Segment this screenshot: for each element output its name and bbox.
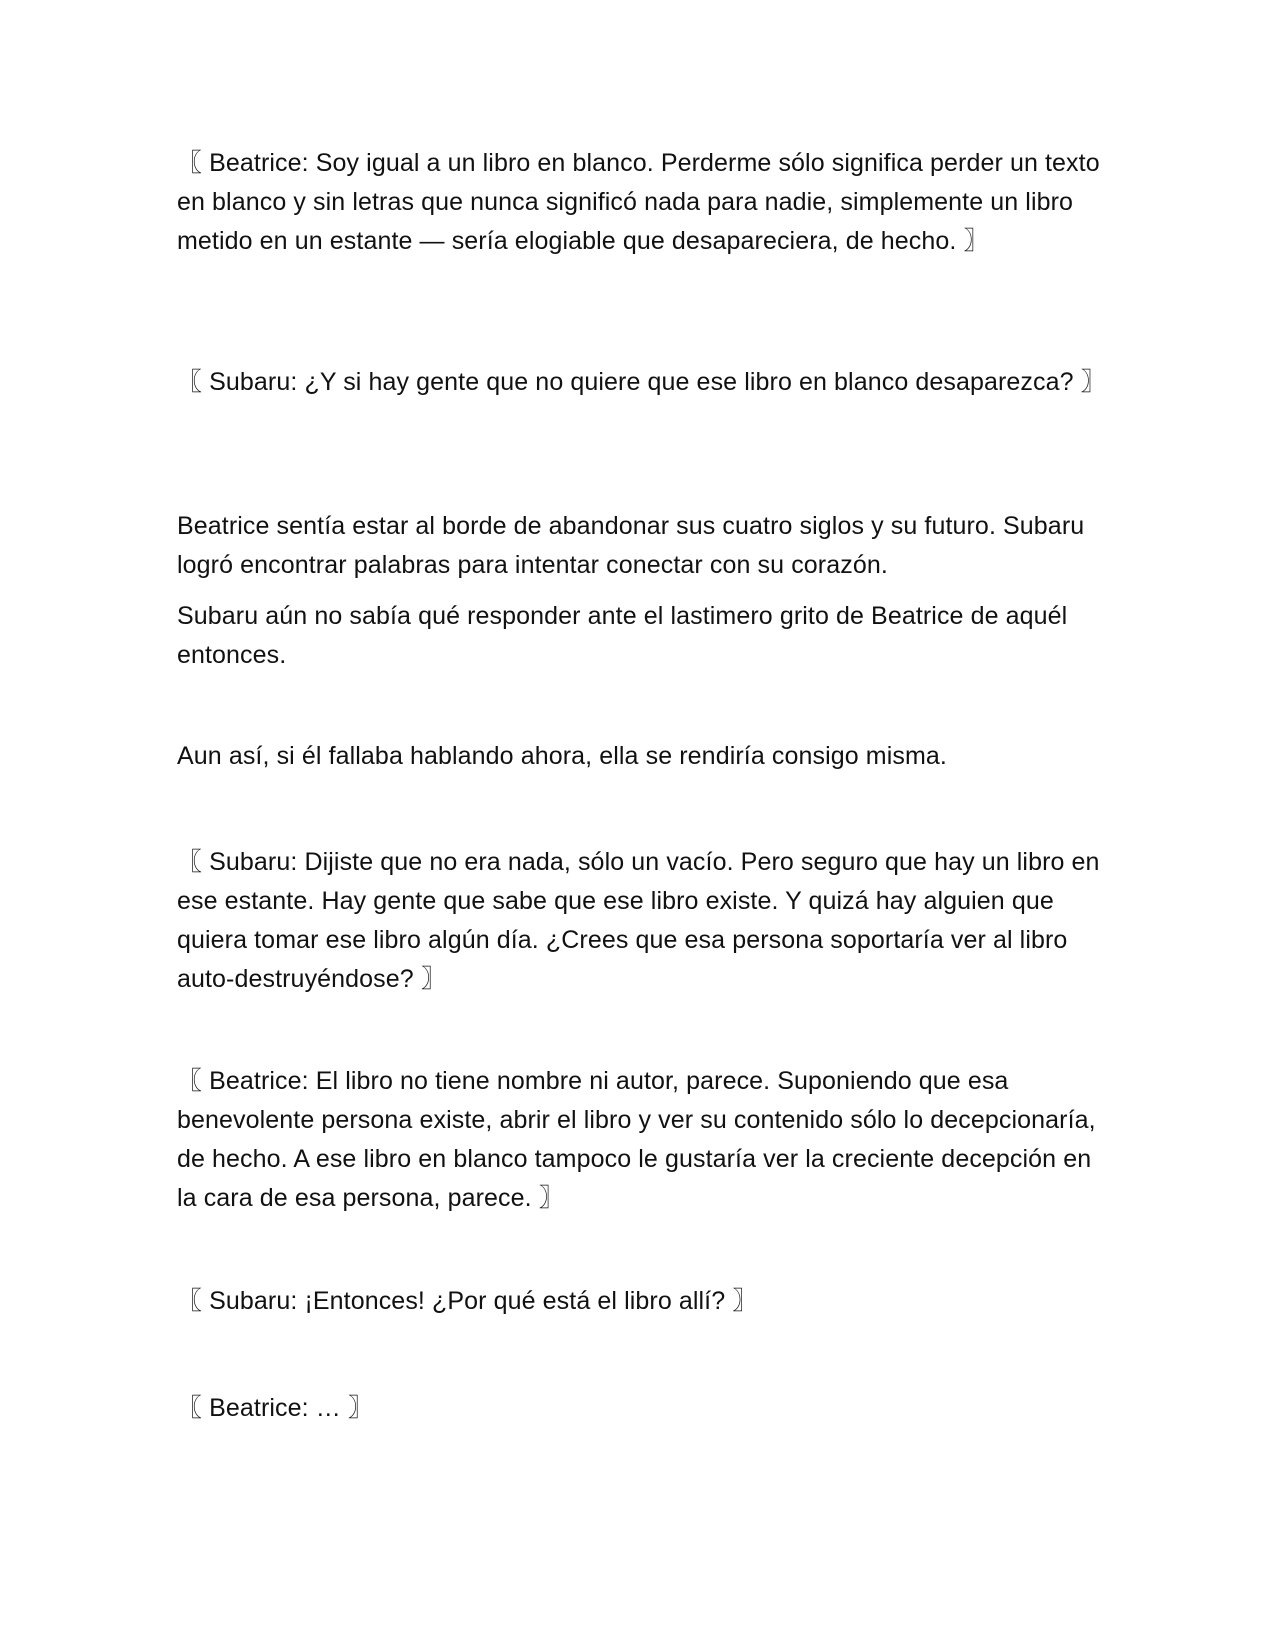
dialogue-subaru-void: 〖 Subaru: Dijiste que no era nada, sólo un vacío. Pero seguro que hay un libro en ese estante. Hay gente que sabe que ese libro existe. Y quizá hay alguien que quiera tomar ese libro algún día. ¿Crees que esa persona soportaría ver al libro auto-destruyéndose? 〗 (177, 848, 1100, 993)
dialogue-beatrice-silence: 〖 Beatrice: … 〗 (177, 1394, 373, 1422)
dialogue-beatrice-no-name: 〖 Beatrice: El libro no tiene nombre ni autor, parece. Suponiendo que esa benevolente persona existe, abrir el libro y ver su contenido sólo lo decepcionaría, de hecho. A ese libro en blanco tampoco le gustaría ver la creciente decepción en la cara de esa persona, parece. 〗 (177, 1067, 1096, 1212)
dialogue-subaru-question: 〖 Subaru: ¿Y si hay gente que no quiere que ese libro en blanco desaparezca? 〗 (177, 368, 1106, 396)
dialogue-subaru-why: 〖 Subaru: ¡Entonces! ¿Por qué está el libro allí? 〗 (177, 1287, 758, 1315)
narration-paragraph: Aun así, si él fallaba hablando ahora, ella se rendiría consigo misma. (177, 742, 947, 770)
narration-paragraph: Beatrice sentía estar al borde de abandonar sus cuatro siglos y su futuro. Subaru logró encontrar palabras para intentar conectar con su corazón. (177, 512, 1085, 579)
dialogue-beatrice-blank-book: 〖 Beatrice: Soy igual a un libro en blanco. Perderme sólo significa perder un texto en blanco y sin letras que nunca significó nada para nadie, simplemente un libro metido en un estante — sería elogiable que desapareciera, de hecho. 〗 (177, 149, 1100, 255)
narration-paragraph: Subaru aún no sabía qué responder ante el lastimero grito de Beatrice de aquél entonces. (177, 602, 1068, 669)
